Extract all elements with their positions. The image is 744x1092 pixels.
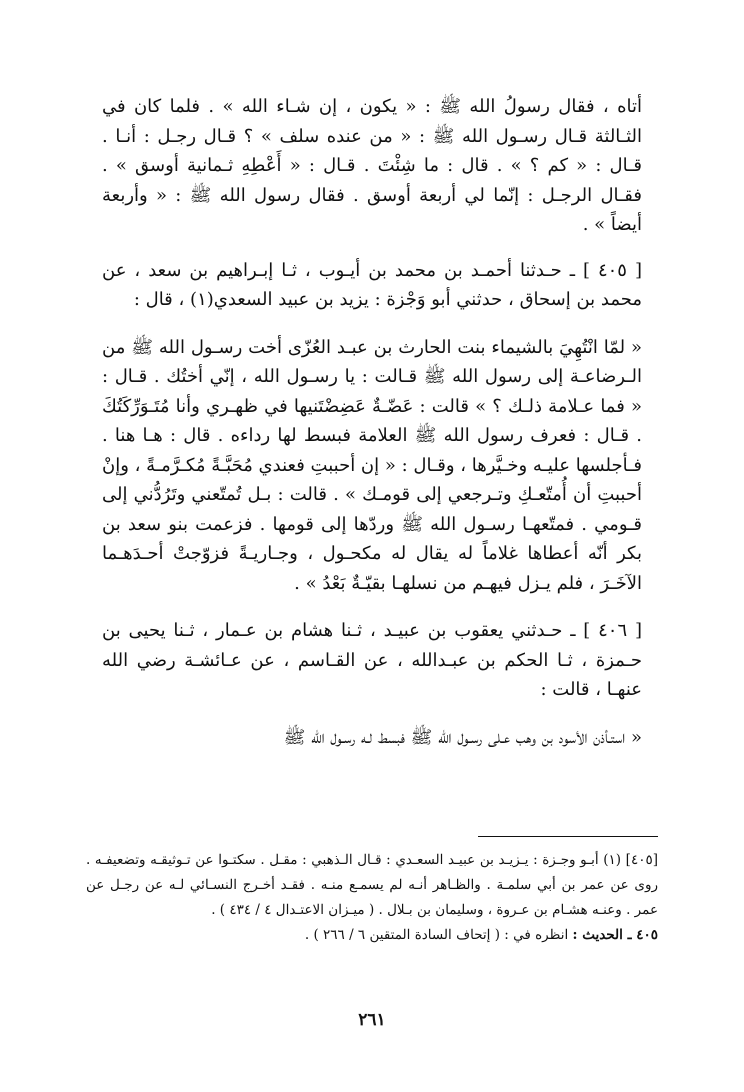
hadith-405-number: [ ٤٠٥ ] [582,259,642,281]
hadith-406-isnad-text: ـ حـدثني يعقوب بن عبيـد ، ثـنا هشام بن عـمار ، ثـنا يحيى بن حـمزة ، ثـا الحكم بن عبـدالله ، عن القـاسم ، عن عـائشـة رضي الله عنهـا ، قالت : [102,620,642,700]
main-text [102,92,642,752]
hadith-406-number: [ ٤٠٦ ] [583,620,642,641]
footnote-separator [478,836,658,837]
hadith-406-isnad [102,616,642,705]
hadith-405-isnad [102,256,642,315]
footnotes [86,848,658,948]
hadith-note-text: انظره في : ( إتحاف السادة المتقين ٦ / ٢٦٦ ) . [304,927,569,943]
footnote-1 [86,848,658,923]
hadith-405-isnad-text: ـ حـدثنا أحمـد بن محمد بن أيـوب ، ثـا إبـراهيم بن سعد ، عن محمد بن إسحاق ، حدثني أبو وَجْزة : يزيد بن عبيد السعدي(١) ، قال : [102,259,642,310]
hadith-note-label: ٤٠٥ ـ الحديث : [572,927,658,943]
paragraph-continuation: أتاه ، فقال رسولُ الله ﷺ : « يكون ، إن شـاء الله » . فلما كان في الثـالثة قـال رسـول الله ﷺ : « من عنده سلف » ؟ قـال رجـل : أنـا . قـال : « كم ؟ » . قال : ما شِئْتَ . قـال : « أَعْطِهِ ثـمانية أوسق » . فقـال الرجـل : إنّما لي أربعة أوسق . فقال رسول الله ﷺ : « وأربعة أيضاً » . [102,96,642,235]
footnote-1-text: أبـو وجـزة : يـزيـد بن عبيـد السعـدي : قـال الـذهبي : مقـل . سكتـوا عن تـوثيقـه وتضعيفـه . روى عن عمر بن أبي سلمـة . والظـاهر أنـه لم يسمـع منـه . فقـد أخـرج النسـائي لـه عن رجـل عن عمر . وعنـه هشـام بن عـروة ، وسليمان بن بـلال . ( ميـزان الاعتـدال ٤ / ٤٣٤ ) . [86,852,658,918]
hadith-405-source-note [86,923,658,948]
hadith-405-matn: « لمّا انْتُهِيَ بالشيماء بنت الحارث بن عبـد العُزّى أخت رسـول الله ﷺ من الـرضاعـة إلى رسول الله ﷺ قـالت : يا رسـول الله ، إنّي أختُك . قـال : « فما عـلامة ذلـك ؟ » قالت : عَضّـةٌ عَضِضْتَنيها في ظهـري وأنا مُتَـوَرِّكَتُكَ . قـال : فعرف رسول الله ﷺ العلامة فبسط لها رداءه . قال : هـا هنا . فـأجلسها عليـه وخـيَّرها ، وقـال : « إن أحببتِ فعندي مُحَبَّـةً مُكـرَّمـةً ، وإنْ أحببتِ أن أُمتّعـكِ وتـرجعي إلى قومـك » . قالت : بـل تُمتّعني وتَرُدُّني إلى قـومي . فمتّعهـا رسـول الله ﷺ وردّها إلى قومها . فزعمت بنو سعد بن بكر أنّه أعطاها غلاماً له يقال له مكحـول ، وجـاريـةً فزوّجتْ أحـدَهـما الآخَـرَ ، فلم يـزل فيهـم من نسلهـا بقيّـةٌ بَعْدُ » . [101,336,642,594]
footnote-1-marker: [٤٠٥] (١) [603,852,658,868]
page-number: ٢٦١ [358,1010,386,1030]
hadith-406-matn: « استـأذن الأسود بن وهب عـلى رسـول الله ﷺ فبسط لـه رسـول الله ﷺ [283,726,642,748]
